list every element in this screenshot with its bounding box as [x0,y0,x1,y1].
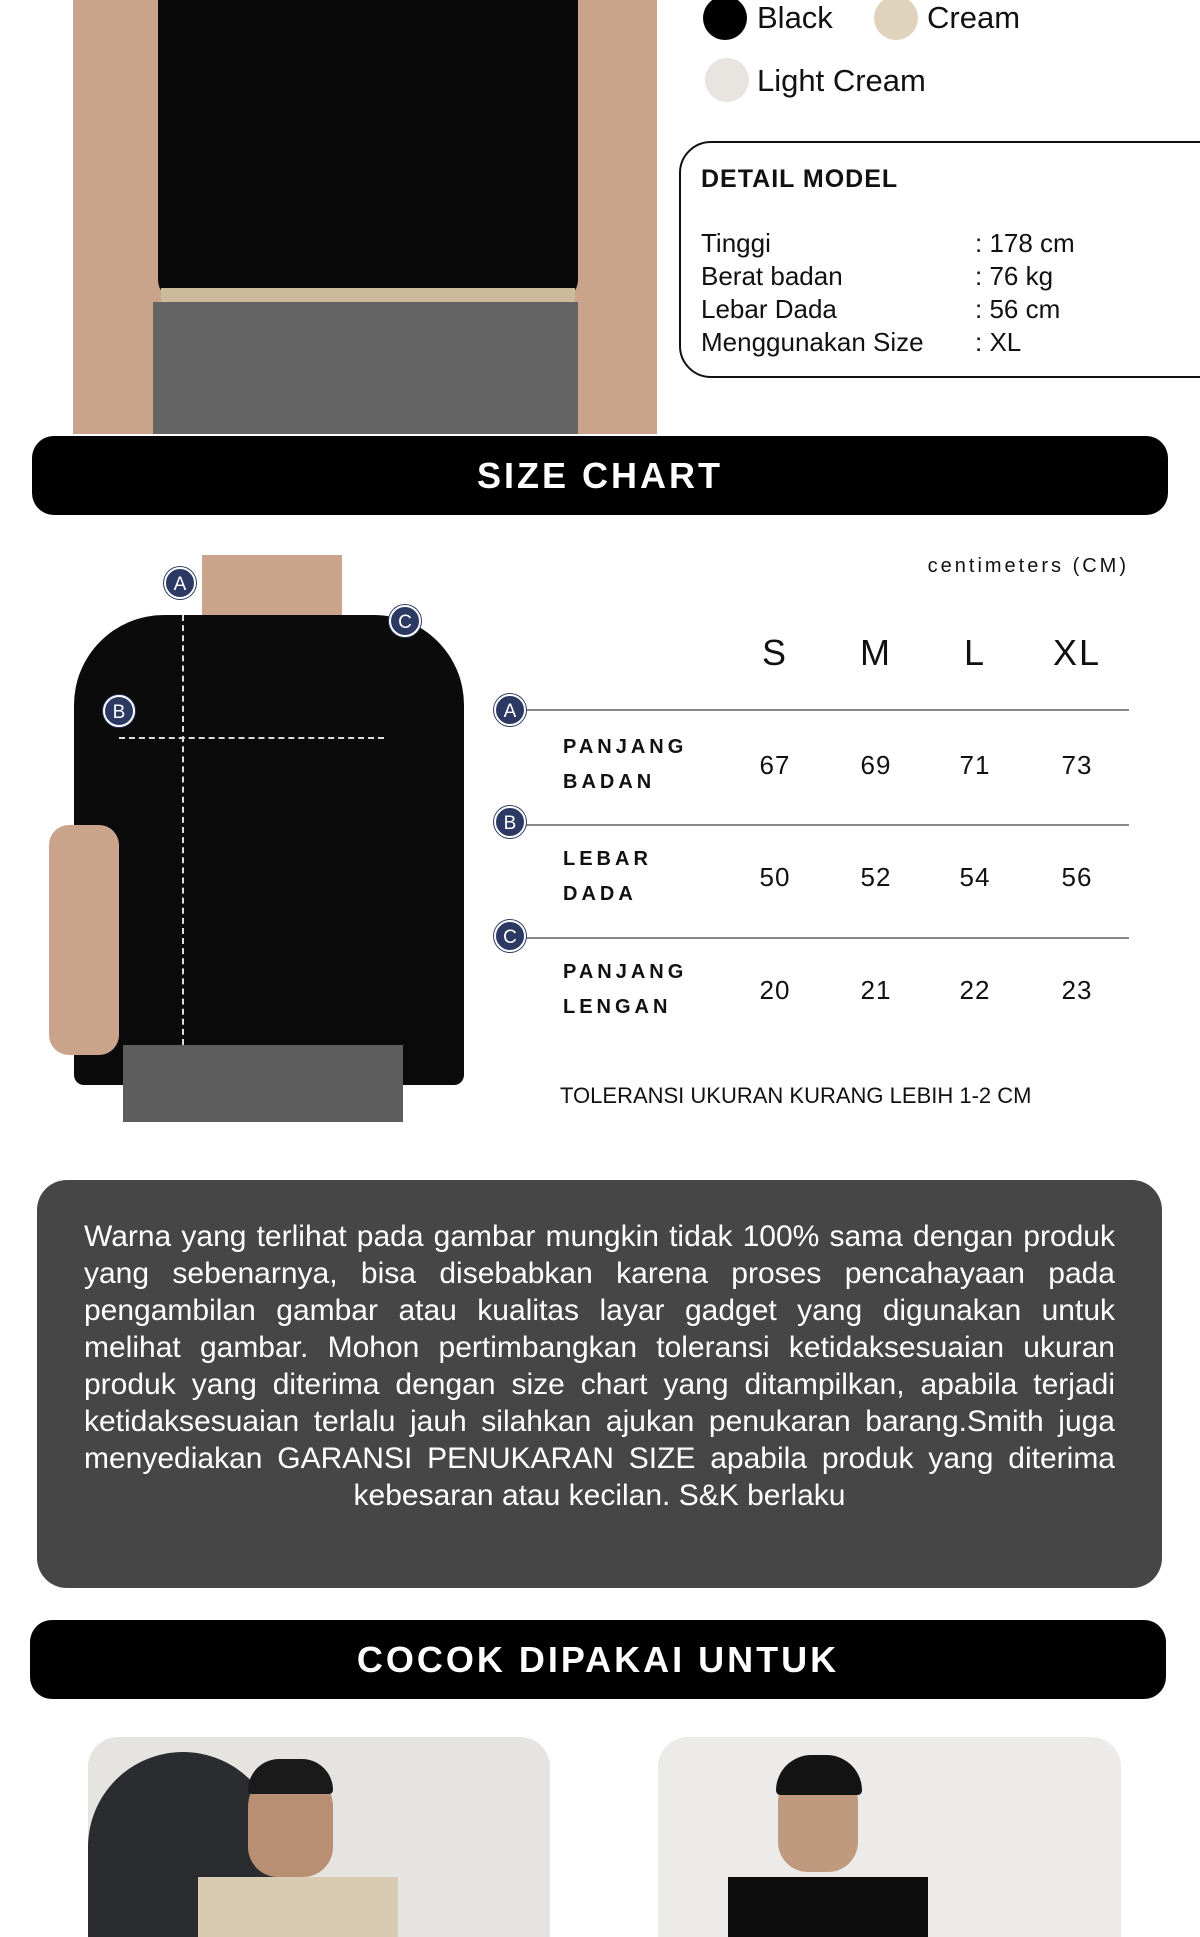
detail-value: : XL [975,327,1022,357]
swatch-label-cream: Cream [927,0,1021,35]
value-cell: 23 [1061,975,1093,1005]
divider [526,709,1129,711]
value-cell: 71 [959,750,991,780]
lifestyle-photo-2 [658,1737,1121,1937]
unit-label: centimeters (CM) [927,555,1129,577]
marker-a-icon: A [494,694,526,726]
row-label [563,730,687,800]
value-cell: 21 [860,975,892,1005]
tolerance-note: TOLERANSI UKURAN KURANG LEBIH 1-2 CM [560,1083,1032,1108]
detail-label: Tinggi [701,228,771,258]
size-header-s: S [761,632,788,673]
row-label-line: BADAN [563,771,656,793]
value-cell: 50 [759,862,791,892]
detail-value: : 76 kg [975,261,1054,291]
size-chart-header: SIZE CHART [32,436,1168,515]
marker-c-icon: C [494,920,526,952]
swatch-label-light-cream: Light Cream [757,63,926,98]
size-header-l: L [963,632,987,673]
size-chart-photo [49,555,475,1122]
row-label-line: DADA [563,883,637,905]
divider [526,937,1129,939]
swatch-cream[interactable] [874,0,918,40]
value-cell: 22 [959,975,991,1005]
detail-label: Lebar Dada [701,294,837,324]
size-header-m: M [860,632,892,673]
divider [526,824,1129,826]
cocok-header: COCOK DIPAKAI UNTUK [30,1620,1166,1699]
value-cell: 56 [1061,862,1093,892]
row-label-line: LENGAN [563,996,672,1018]
model-photo-top [73,0,657,434]
swatch-black[interactable] [703,0,747,40]
value-cell: 20 [759,975,791,1005]
value-cell: 52 [860,862,892,892]
detail-value: : 178 cm [975,228,1075,258]
value-cell: 54 [959,862,991,892]
row-label-line: LEBAR [563,848,652,870]
swatch-label-black: Black [757,0,833,35]
marker-a-icon: A [164,567,196,599]
lifestyle-photo-1 [88,1737,550,1937]
value-cell: 67 [759,750,791,780]
detail-label: Berat badan [701,261,843,291]
detail-model-box [679,141,1200,378]
detail-model-title: DETAIL MODEL [701,165,899,193]
swatch-light-cream[interactable] [705,58,749,102]
value-cell: 69 [860,750,892,780]
disclaimer-box [37,1180,1162,1588]
size-header-xl: XL [1052,632,1102,673]
detail-value: : 56 cm [975,294,1061,324]
marker-c-icon: C [389,605,421,637]
row-label [563,955,687,1025]
marker-b-icon: B [494,806,526,838]
value-cell: 73 [1061,750,1093,780]
disclaimer-text: Warna yang terlihat pada gambar mungkin tidak 100% sama dengan produk yang sebenarnya, bisa disebabkan karena proses pencahayaan pada pengambilan gambar atau kualitas layar gadget yang digunakan untuk melihat gambar. Mohon pertimbangkan toleransi ketidaksesuaian ukuran produk yang diterima dengan size chart yang ditampilkan, apabila terjadi ketidaksesuaian terlalu jauh silahkan ajukan penukaran barang.Smith juga menyediakan GARANSI PENUKARAN SIZE apabila produk yang diterima kebesaran atau kecilan. S&K berlaku [84,1220,1115,1512]
row-label [563,842,652,912]
row-label-line: PANJANG [563,961,688,983]
detail-label: Menggunakan Size [701,327,924,357]
row-label-line: PANJANG [563,736,688,758]
marker-b-icon: B [103,695,135,727]
